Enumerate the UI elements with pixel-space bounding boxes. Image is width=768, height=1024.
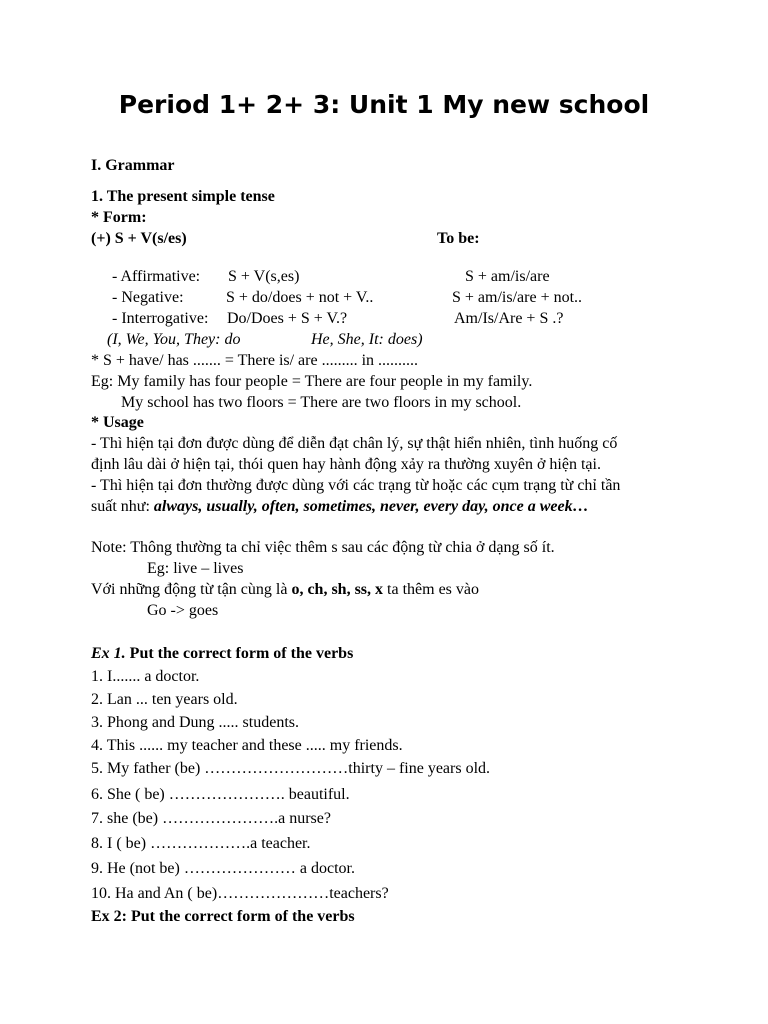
negative-verb-form: S + do/does + not + V.. (226, 289, 374, 306)
present-simple-heading: 1. The present simple tense (91, 188, 275, 205)
negative-label: - Negative: (112, 289, 184, 306)
usage-1-line-1: - Thì hiện tại đơn được dùng để diễn đạt chân lý, sự thật hiển nhiên, tình huống cố (91, 435, 618, 452)
usage-2-line-1: - Thì hiện tại đơn thường được dùng với các trạng từ hoặc các cụm trạng từ chỉ tần (91, 477, 621, 494)
exercise-1-item: 1. I....... a doctor. (91, 668, 200, 685)
exercise-1-item: 3. Phong and Dung ..... students. (91, 714, 299, 731)
form-formula: (+) S + V(s/es) (91, 230, 187, 247)
exercise-1-item: 2. Lan ... ten years old. (91, 691, 238, 708)
usage-2-prefix: suất như: (91, 498, 154, 515)
tobe-heading: To be: (437, 230, 480, 247)
note-es-endings: o, ch, sh, ss, x (291, 581, 384, 598)
exercise-1-item: 6. She ( be) …………………. beautiful. (91, 786, 350, 803)
subjects-do: (I, We, You, They: do (107, 331, 241, 348)
exercise-1-item: 10. Ha and An ( be)…………………teachers? (91, 885, 389, 902)
affirmative-label: - Affirmative: (112, 268, 201, 285)
note-es-suffix: ta thêm es vào (383, 581, 479, 598)
interrogative-verb-form: Do/Does + S + V.? (227, 310, 348, 327)
exercise-1-item: 8. I ( be) ……………….a teacher. (91, 835, 311, 852)
exercise-2-heading: Ex 2: Put the correct form of the verbs (91, 908, 355, 925)
page-title: Period 1+ 2+ 3: Unit 1 My new school (118, 90, 650, 119)
interrogative-tobe-form: Am/Is/Are + S .? (454, 310, 564, 327)
note-es-example: Go -> goes (147, 602, 219, 619)
negative-tobe-form: S + am/is/are + not.. (452, 289, 583, 306)
exercise-1-title: Put the correct form of the verbs (125, 645, 354, 662)
affirmative-verb-form: S + V(s,es) (228, 268, 300, 285)
usage-1-line-2: định lâu dài ở hiện tại, thói quen hay hành động xảy ra thường xuyên ở hiện tại. (91, 456, 601, 473)
usage-heading: * Usage (91, 414, 144, 431)
exercise-1-heading (91, 644, 353, 664)
grammar-heading: I. Grammar (91, 157, 175, 174)
frequency-adverbs: always, usually, often, sometimes, never, every day, once a week… (153, 498, 589, 515)
example-line-2: My school has two floors = There are two floors in my school. (121, 394, 522, 411)
usage-2-line-2 (91, 497, 589, 517)
note-example: Eg: live – lives (147, 560, 244, 577)
have-has-rule: * S + have/ has ....... = There is/ are ......... in .......... (91, 352, 419, 369)
note-es-rule (91, 580, 479, 600)
interrogative-label: - Interrogative: (112, 310, 209, 327)
exercise-1-item: 9. He (not be) ………………… a doctor. (91, 860, 355, 877)
example-line-1: Eg: My family has four people = There are four people in my family. (91, 373, 533, 390)
exercise-1-item: 5. My father (be) ………………………thirty – fine years old. (91, 760, 491, 777)
exercise-1-item: 7. she (be) ………………….a nurse? (91, 810, 331, 827)
affirmative-tobe-form: S + am/is/are (465, 268, 550, 285)
note-es-prefix: Với những động từ tận cùng là (91, 581, 292, 598)
form-heading: * Form: (91, 209, 147, 226)
exercise-1-item: 4. This ...... my teacher and these ..... my friends. (91, 737, 403, 754)
exercise-1-label: Ex 1. (91, 645, 126, 662)
note-line: Note: Thông thường ta chỉ việc thêm s sau các động từ chia ở dạng số ít. (91, 539, 555, 556)
subjects-does: He, She, It: does) (311, 331, 423, 348)
